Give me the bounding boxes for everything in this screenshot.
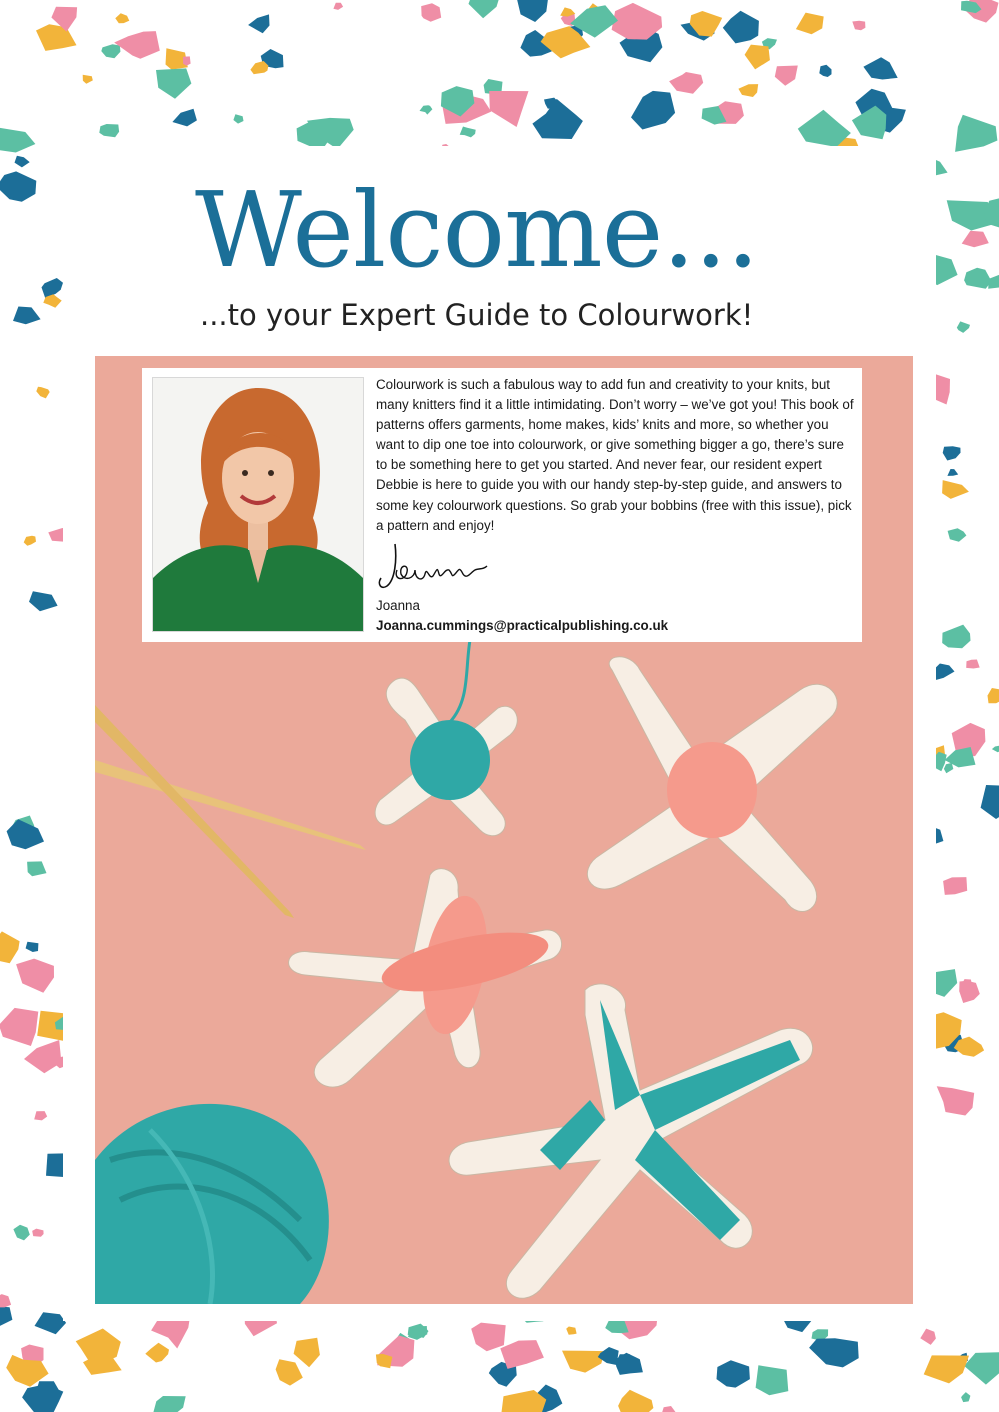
terrazzo-chip xyxy=(233,114,243,123)
terrazzo-chip xyxy=(775,66,798,86)
terrazzo-chip xyxy=(852,21,865,30)
editor-portrait-photo xyxy=(152,377,364,632)
terrazzo-chip xyxy=(863,57,897,79)
terrazzo-chip xyxy=(489,91,528,127)
terrazzo-chip xyxy=(943,446,961,460)
terrazzo-chip xyxy=(83,75,93,84)
page-title: Welcome... xyxy=(195,169,759,291)
terrazzo-chip xyxy=(934,664,954,681)
terrazzo-chip xyxy=(988,688,999,703)
terrazzo-chip xyxy=(7,819,44,849)
terrazzo-chip xyxy=(0,1294,11,1307)
terrazzo-chip xyxy=(460,127,476,138)
terrazzo-chip xyxy=(992,746,999,753)
terrazzo-chip xyxy=(964,268,991,289)
terrazzo-chip xyxy=(0,171,36,201)
terrazzo-chip xyxy=(515,0,549,22)
terrazzo-chip xyxy=(421,3,441,22)
editor-email-link[interactable]: Joanna.cummings@practicalpublishing.co.uk xyxy=(376,618,669,633)
terrazzo-chip xyxy=(294,1338,320,1368)
terrazzo-chip xyxy=(937,1086,975,1115)
terrazzo-chip xyxy=(172,109,197,127)
terrazzo-chip xyxy=(114,31,160,59)
terrazzo-chip xyxy=(469,0,502,18)
terrazzo-chip xyxy=(669,72,703,94)
page-subtitle: ...to your Expert Guide to Colourwork! xyxy=(200,298,754,332)
terrazzo-chip xyxy=(809,1338,859,1367)
terrazzo-chip xyxy=(156,68,191,98)
knitting-needles-icon xyxy=(95,705,366,918)
terrazzo-chip xyxy=(756,1365,789,1395)
terrazzo-chip xyxy=(333,3,343,10)
bobbin-coral-middle-icon xyxy=(289,869,562,1087)
terrazzo-chip xyxy=(738,84,758,97)
sign-off-name: Joanna xyxy=(376,598,420,613)
terrazzo-chip xyxy=(24,536,36,546)
terrazzo-chip xyxy=(745,45,770,70)
terrazzo-chip xyxy=(15,156,30,168)
terrazzo-chip xyxy=(852,106,886,140)
terrazzo-chip xyxy=(964,1352,999,1385)
terrazzo-chip xyxy=(723,11,759,44)
terrazzo-chip xyxy=(562,1351,605,1373)
terrazzo-chip xyxy=(183,56,191,65)
bobbin-coral-large-icon xyxy=(587,657,837,912)
terrazzo-chip xyxy=(420,105,433,114)
terrazzo-chip xyxy=(248,14,269,33)
terrazzo-chip xyxy=(717,1360,750,1387)
terrazzo-chip xyxy=(276,1359,303,1385)
terrazzo-chip xyxy=(957,321,970,333)
terrazzo-chip xyxy=(942,625,970,649)
terrazzo-chip xyxy=(544,98,558,109)
terrazzo-chip xyxy=(944,763,953,773)
editor-letter-body: Colourwork is such a fabulous way to add fun and creativity to your knits, but many knitters find it a little intimidating. Don’t worry – we’ve got you! This book of patterns offers garments, home makes, kids’ knits and more, so whether you want to dip one toe into colourwork, or give something bigger a go, there’s sure to be something here to get you started. And never fear, our resident expert Debbie is here to guide you with our handy step-by-step guide, and answers to some key colourwork questions. So grab your bobbins (free with this issue), pick a pattern and enjoy! xyxy=(376,377,854,533)
terrazzo-chip xyxy=(13,1225,29,1241)
terrazzo-chip xyxy=(947,469,958,476)
terrazzo-chip xyxy=(36,24,77,51)
terrazzo-chip xyxy=(924,1355,969,1383)
terrazzo-chip xyxy=(500,1340,544,1369)
terrazzo-chip xyxy=(631,91,675,130)
terrazzo-chip xyxy=(16,959,54,993)
terrazzo-chip xyxy=(13,307,41,325)
terrazzo-chip xyxy=(920,1329,936,1345)
terrazzo-chip xyxy=(796,13,824,35)
terrazzo-chip xyxy=(32,1229,43,1237)
terrazzo-chip xyxy=(566,1327,576,1335)
terrazzo-chip xyxy=(34,1111,47,1120)
terrazzo-chip xyxy=(662,1406,676,1412)
terrazzo-chip xyxy=(0,128,35,153)
terrazzo-chip xyxy=(942,480,969,499)
handwritten-signature xyxy=(375,540,490,592)
terrazzo-chip xyxy=(819,65,831,77)
terrazzo-chip xyxy=(541,26,591,58)
terrazzo-chip xyxy=(26,942,39,952)
terrazzo-chip xyxy=(961,1392,970,1402)
terrazzo-chip xyxy=(101,44,120,58)
terrazzo-chip xyxy=(99,124,119,137)
terrazzo-chip xyxy=(153,1396,186,1412)
terrazzo-chip xyxy=(532,99,583,139)
terrazzo-chip xyxy=(35,1312,67,1334)
terrazzo-chip xyxy=(981,785,999,819)
terrazzo-chip xyxy=(27,861,46,876)
terrazzo-chip xyxy=(0,931,20,963)
terrazzo-chip xyxy=(0,1008,38,1046)
terrazzo-chip xyxy=(943,877,967,895)
terrazzo-chip xyxy=(115,13,129,23)
terrazzo-chip xyxy=(618,1390,653,1412)
terrazzo-chip xyxy=(955,115,997,152)
terrazzo-chip xyxy=(29,591,58,611)
terrazzo-chip xyxy=(0,1306,12,1326)
bobbin-teal-small-icon xyxy=(375,640,517,836)
terrazzo-chip xyxy=(36,387,49,399)
terrazzo-chip xyxy=(966,660,980,669)
terrazzo-chip xyxy=(145,1343,169,1363)
terrazzo-chip xyxy=(471,1323,506,1352)
terrazzo-chip xyxy=(948,528,967,541)
bobbin-teal-large-icon xyxy=(449,984,813,1298)
teal-yarn-ball-icon xyxy=(95,1104,329,1304)
terrazzo-chip xyxy=(962,231,989,248)
